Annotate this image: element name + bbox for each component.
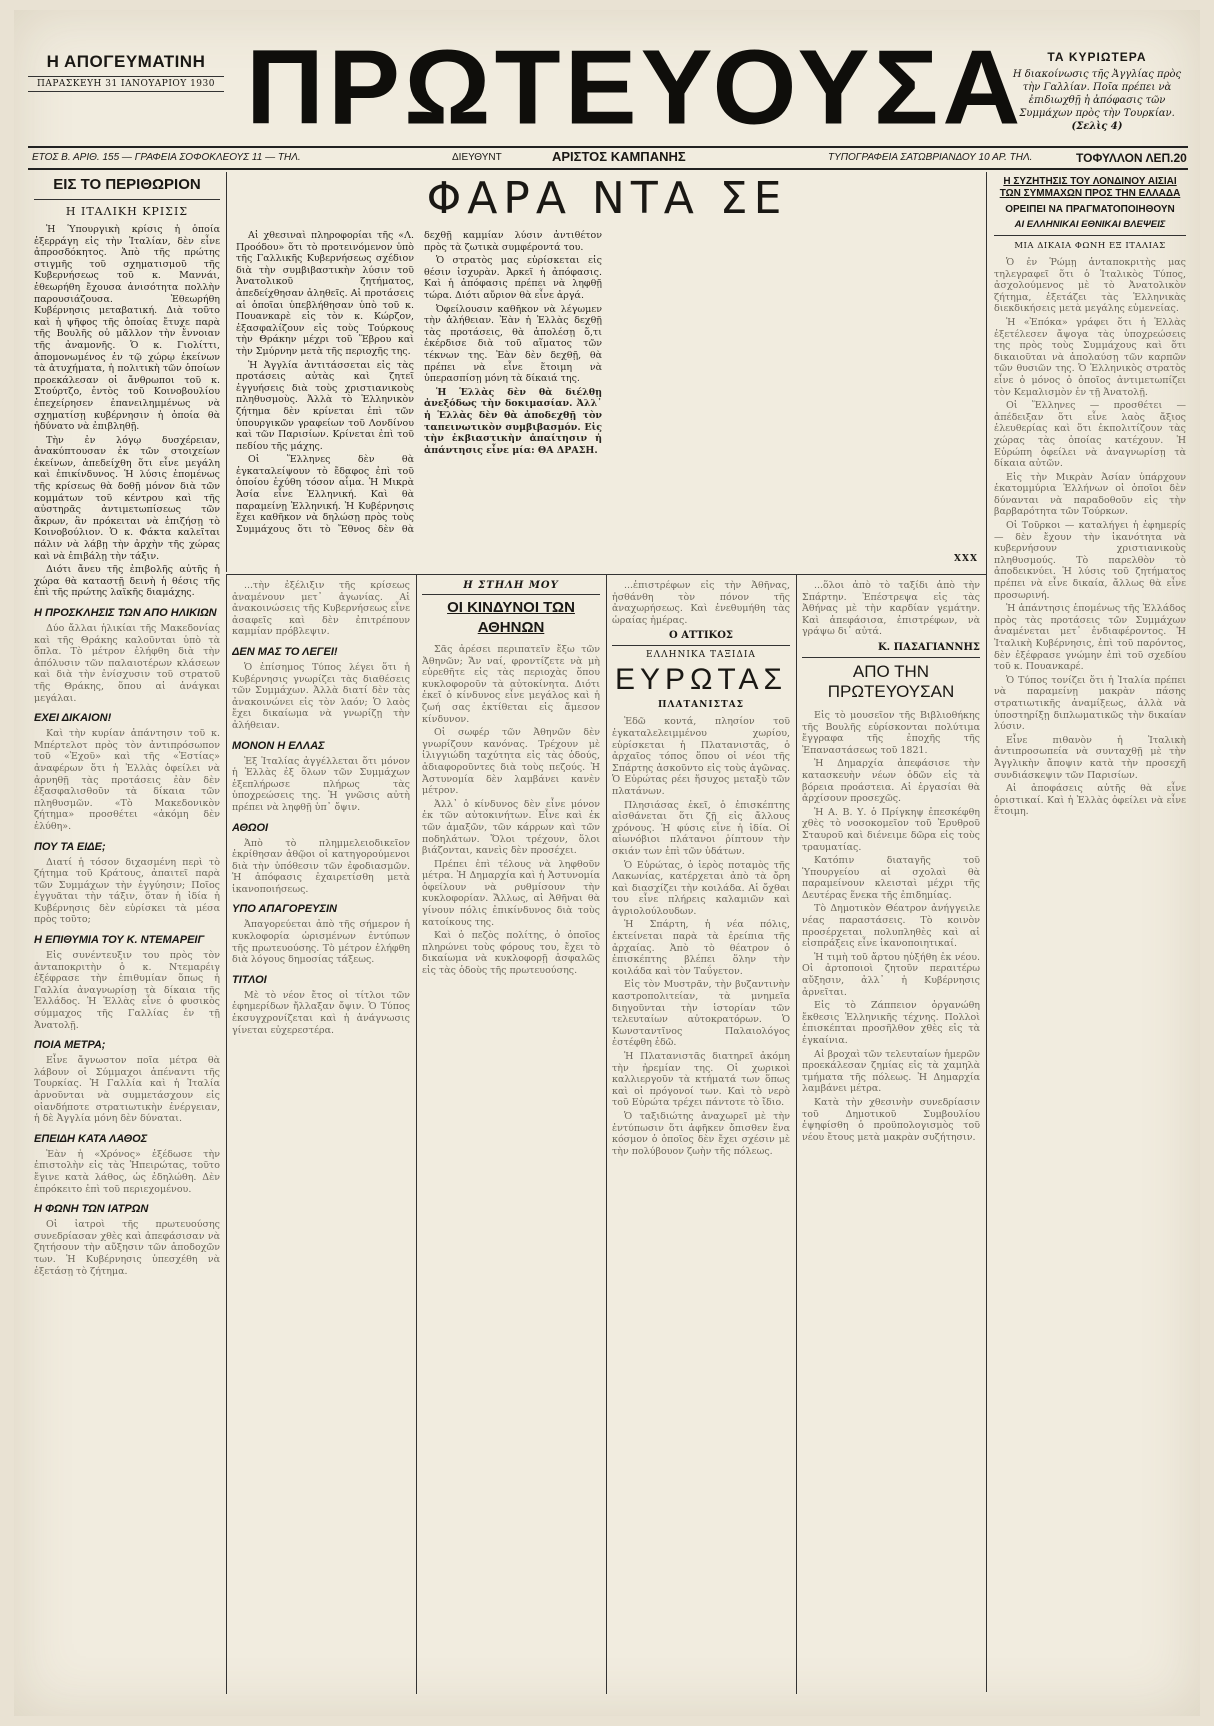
column-c-paragraph: Ἡ Πλατανιστᾶς διατηρεῖ ἀκόμη τὴν ἠρεμίαν της. Οἱ χωρικοὶ καλλιεργοῦν τὰ κτήματά των ὅπως καὶ οἱ πρόγονοί των. Καὶ τὸ νερὸ τοῦ Εὐρώτα τρέχει πάντοτε τὸ ἴδιο. [612, 1051, 790, 1109]
right-head-3: ΑΙ ΕΛΛΗΝΙΚΑΙ ΕΘΝΙΚΑΙ ΒΛΕΨΕΙΣ [1014, 219, 1166, 230]
column-d-paragraph: Τὸ Δημοτικὸν Θέατρον ἀνήγγειλε νέας παραστάσεις. Τὸ κοινὸν προσέρχεται πολυπληθὲς καὶ αἱ εἰσπράξεις εἶνε ἱκανοποιητικαί. [802, 903, 980, 950]
column-d-lead: ...ὅλοι ἀπὸ τὸ ταξίδι ἀπὸ τὴν Σπάρτην. Ἐπέστρεψα εἰς τὰς Ἀθήνας μὲ τὴν καρδίαν γεμάτην. Καὶ ἀπεφάσισα, ἐπιστρέφων, νὰ γράψω δι᾽ αὐτά. [802, 580, 980, 638]
right-paragraph: Αἱ ἀποφάσεις αὐτῆς θὰ εἶνε ὁριστικαί. Καὶ ἡ Ἑλλὰς ὀφείλει νὰ εἶνε ἕτοιμη. [994, 783, 1186, 818]
left-section-text: Δύο ἄλλαι ἡλικίαι τῆς Μακεδονίας καὶ τῆς Θράκης καλοῦνται ὑπὸ τὰ ὅπλα. Τὸ μέτρον ἐλήφθη διὰ τὴν ἀπόλυσιν τῶν παλαιοτέρων κλάσεων καὶ διὰ τὴν ἐνίσχυσιν τοῦ στρατοῦ τῆς Θράκης, ὅπου αἱ ἀνάγκαι μεγάλαι. [34, 623, 220, 704]
column-c-author: Ο ΑΤΤΙΚΟΣ [669, 630, 733, 642]
right-paragraph: Ὁ ἐν Ῥώμῃ ἀνταποκριτὴς μας τηλεγραφεῖ ὅτι ὁ Ἰταλικὸς Τύπος, ἀσχολούμενος μὲ τὸ Ἀνατολικὸν ζήτημα, ἐξετάζει τὰς Ἑλληνικὰς διεκδικήσεις μετὰ μεγάλης εὐμενείας. [994, 257, 1186, 315]
column-a-text: Ὁ ἐπίσημος Τύπος λέγει ὅτι ἡ Κυβέρνησις γνωρίζει τὰς διαθέσεις τῶν Συμμάχων. Ἀλλὰ διατί δὲν τὰς ἀνακοινώνει εἰς τὸν λαόν; Ὁ λαὸς ἔχει δικαίωμα νὰ γνωρίζῃ τὴν ἀλήθειαν. [232, 661, 410, 731]
right-paragraph: Ἡ ἀπάντησις ἑπομένως τῆς Ἑλλάδος πρὸς τὰς προτάσεις τῶν Συμμάχων ἀναμένεται μετ᾽ ἐνδιαφέροντος. Ἡ Ἰταλικὴ Κυβέρνησις, ἐπὶ τοῦ παρόντος, δὲν ἐξέφρασε γνώμην ἐπὶ τοῦ σχεδίου τοῦ κ. Πουανκαρέ. [994, 603, 1186, 673]
column-rule [416, 574, 417, 1694]
column-b-paragraph: Πρέπει ἐπὶ τέλους νὰ ληφθοῦν μέτρα. Ἡ Δημαρχία καὶ ἡ Ἀστυνομία ὀφείλουν νὰ ρυθμίσουν τὴν κυκλοφορίαν. Ἄλλως, αἱ Ἀθῆναι θὰ γίνουν πόλις ἐπικίνδυνος διὰ τοὺς κατοίκους της. [422, 858, 600, 928]
column-a-text: Μὲ τὸ νέον ἔτος οἱ τίτλοι τῶν ἐφημερίδων ἤλλαξαν ὄψιν. Ὁ Τύπος ἐκσυγχρονίζεται καὶ ἡ ἀνάγνωσις γίνεται εὐχερεστέρα. [232, 989, 410, 1036]
column-d-paragraph: Εἰς τὸ μουσεῖον τῆς Βιβλιοθήκης τῆς Βουλῆς εὑρίσκονται πολύτιμα ἔγγραφα τῆς ἐποχῆς τῆς Ἐπαναστάσεως τοῦ 1821. [802, 709, 980, 756]
left-section-text: Εἶνε ἄγνωστον ποῖα μέτρα θὰ λάβουν οἱ Σύμμαχοι ἀπέναντι τῆς Τουρκίας. Ἡ Γαλλία καὶ ἡ Ἰταλία ἀρνοῦνται νὰ συμμετάσχουν εἰς οἱανδήποτε στρατιωτικὴν ἐνέργειαν, ἡ δὲ Ἀγγλία μόνη δὲν δύναται. [34, 1055, 220, 1125]
main-paragraph: Ἡ Ἑλλὰς δὲν θὰ διέλθῃ ἀνεξόδως τὴν δοκιμασίαν. Ἀλλ᾽ ἡ Ἑλλὰς δὲν θὰ ἀποδεχθῇ τὸν ταπεινωτικὸν συμβιβασμόν. Εἰς τὴν ἐκβιαστικὴν ἀπαίτησιν ἡ ἀπάντησις εἶνε μία: ΘΑ ΔΡΑΣΗ. [424, 386, 602, 456]
left-section-head: Η ΠΡΟΣΚΛΗΣΙΣ ΤΩΝ ΑΠΟ ΗΛΙΚΙΩΝ [34, 607, 217, 619]
column-b-paragraph: Σᾶς ἀρέσει περιπατεῖν ἔξω τῶν Ἀθηνῶν; Ἄν ναί, φροντίζετε νὰ μὴ εὑρεθῆτε εἰς τὰς περιοχὰς ὅπου κυκλοφοροῦν τὰ αὐτοκίνητα. Διότι ἐκεῖ ὁ κίνδυνος εἶνε μεγάλος καὶ ἡ ζωή σας ἐκτίθεται εἰς ἄμεσον κίνδυνον. [422, 644, 600, 725]
left-section-text: Καὶ τὴν κυρίαν ἀπάντησιν τοῦ κ. Μπέρτελοτ πρὸς τὸν ἀντιπρόσωπον τοῦ «Ἐχοῦ» καὶ τῆς «Ἐστίας» ἀναφέρων ὅτι ἡ Ἑλλὰς ὀφείλει νὰ ἀρνηθῇ τὰς προτάσεις ἐὰν δὲν ἐξασφαλισθοῦν τὰ δίκαια τῶν πληθυσμῶν. «Τὸ Μακεδονικὸν ζήτημα» προσθέτει «ἀκόμη δὲν ἐλύθη». [34, 728, 220, 832]
right-paragraph: Εἰς τὴν Μικρὰν Ἀσίαν ὑπάρχουν ἐκατομμύρια Ἑλλήνων οἱ ὁποῖοι δὲν δύνανται νὰ παραδοθοῦν εἰς τὴν βαρβαρότητα τῶν Τούρκων. [994, 471, 1186, 518]
column-b-title: ΟΙ ΚΙΝΔΥΝΟΙ ΤΩΝ ΑΘΗΝΩΝ [447, 599, 575, 636]
column-a-head: ΑΘΩΟΙ [232, 821, 269, 834]
divider [422, 594, 600, 595]
info-bar [28, 146, 1188, 170]
column-d-paragraph: Αἱ βροχαὶ τῶν τελευταίων ἡμερῶν προεκάλεσαν ζημίας εἰς τὰ χαμηλὰ τμήματα τῆς πόλεως. Ἡ Δημαρχία λαμβάνει μέτρα. [802, 1048, 980, 1095]
column-c-subtitle: ΠΛΑΤΑΝΙΣΤΑΣ [658, 700, 744, 711]
right-paragraph: Ὁ Τύπος τονίζει ὅτι ἡ Ἰταλία πρέπει νὰ παραμείνῃ μακρὰν πάσης στρατιωτικῆς ἀναμίξεως, ἀλλὰ νὰ ὑποστηρίξῃ διπλωματικῶς τὴν δικαίαν λύσιν. [994, 674, 1186, 733]
left-paragraph: Ἡ Ὑπουργικὴ κρίσις ἡ ὁποία ἐξερράγη εἰς τὴν Ἰταλίαν, δὲν εἶνε ἀπροσδόκητος. Ἀπὸ τῆς πρώτης στιγμῆς τοῦ σχηματισμοῦ τῆς Κυβερνήσεως τοῦ κ. Μαννάι, ἐθεωρήθη ἔχουσα ἀνισότητα πολλὴν παρουσιάζουσα. Ἐθεωρήθη Κυβέρνησις μεταβατική. Διὰ τοῦτο καὶ ἡ ψῆφος τῆς ὁποίας ἔτυχε παρὰ τῆς Βουλῆς οὐ μᾶλλον τὴν ἔννοιαν τῆς ἀναμονῆς. Ὁ κ. Γιολίττι, ἀπομονωμένος ἐν τῷ χώρῳ ἐκείνων τὰ ἀτυχήματα, ἡ πολιτικὴ τῶν ὁποίων προεκάλεσαν οἱ ἄνθρωποι τοῦ κ. Στούρτζο, ἐντὸς τοῦ Κοινοβουλίου ἐπεχείρησεν ἐπανειλημμένως νὰ σχηματίσῃ κυβέρνησιν ἡ ὁποία θὰ ἠδύνατο νὰ ἐπιβληθῇ. [34, 224, 220, 433]
main-paragraph: Ὁ στρατὸς μας εὑρίσκεται εἰς θέσιν ἰσχυρὰν. Ἀρκεῖ ἡ ἀπόφασις. Καὶ ἡ ἀπόφασις πρέπει νὰ ληφθῇ τώρα. Διότι αὔριον θὰ εἶνε ἀργά. [424, 255, 602, 301]
column-a-head: ΥΠΟ ΑΠΑΓΟΡΕΥΣΙΝ [232, 903, 337, 916]
column-c-paragraph: Ὁ Εὐρώτας, ὁ ἱερὸς ποταμὸς τῆς Λακωνίας, κατέρχεται ἀπὸ τὰ ὄρη καὶ διασχίζει τὴν κοιλάδα. Αἱ ὄχθαι του εἶνε πλήρεις καλαμιῶν καὶ ἀγριολούλουδων. [612, 859, 790, 917]
column-c-paragraph: Ἐδῶ κοντά, πλησίον τοῦ ἐγκαταλελειμμένου χωρίου, εὑρίσκεται ἡ Πλατανιστᾶς, ὁ ἀρχαῖος τόπος ὅπου οἱ νέοι τῆς Σπάρτης ἀσκοῦντο εἰς τοὺς ἀγῶνας. Ὁ Εὐρώτας ρέει ἥσυχος μεταξὺ τῶν πλατάνων. [612, 716, 790, 797]
left-section-head: ΠΟΙΑ ΜΕΤΡΑ; [34, 1039, 106, 1052]
right-paragraph: Ἡ «Ἐπόκα» γράφει ὅτι ἡ Ἑλλὰς ἐξετέλεσεν ἄψογα τὰς ὑποχρεώσεις της πρὸς τοὺς Συμμάχους καὶ ὅτι δικαιοῦται νὰ ἀπολαύσῃ τῶν καρπῶν τῶν θυσιῶν της. Ὁ Ἑλληνικὸς στρατὸς εἶνε ὁ μόνος ὁ ὁποῖος ἀντιμετωπίζει τὸν Κεμαλισμὸν ἐν τῇ Ἀνατολῇ. [994, 316, 1186, 398]
column-rule [986, 172, 987, 1692]
main-paragraph: Οἱ Ἕλληνες δὲν θὰ ἐγκαταλείψουν τὸ ἔδαφος ἐπὶ τοῦ ὁποίου ἐχύθη τόσον αἷμα. Ἡ Μικρὰ Ἀσία εἶνε Ἑλληνική. Καὶ θὰ παραμείνῃ Ἑλληνική. Ἡ Κυβέρνησις ἔχει καθῆκον νὰ δηλώσῃ πρὸς τοὺς Συμμάχους ὅτι τὸ Ἔθνος δὲν θὰ δεχθῇ καμμίαν λύσιν ἀντιθέτον πρὸς τὰ ζωτικὰ συμφέροντά του. [236, 230, 602, 535]
column-a-text: Ἀπαγορεύεται ἀπὸ τῆς σήμερον ἡ κυκλοφορία ὡρισμένων ἐντύπων τῆς πρωτευούσης. Τὸ μέτρον ἐλήφθη διὰ λόγους δημοσίας τάξεως. [232, 919, 410, 966]
left-section-text: Διατί ἡ τόσον διχασμένη περὶ τὸ ζήτημα τοῦ Κράτους, ἀπαιτεῖ παρὰ τῶν Συμμάχων τὴν ἐγγύησιν; Ποῖος ἐγγυᾶται τὴν τάξιν, ὅταν ἡ ἰδία ἡ Κυβέρνησις δὲν εὑρίσκει τὰ μέσα πρὸς τοῦτο; [34, 856, 220, 926]
column-a-head: ΜΟΝΟΝ Η ΕΛΛΑΣ [232, 739, 325, 752]
column-c-kicker: ΕΛΛΗΝΙΚΑ ΤΑΞΙΔΙΑ [646, 650, 756, 661]
top-news-body: Η διακοίνωσις τῆς Ἀγγλίας πρὸς τὴν Γαλλίαν. Ποῖα πρέπει νὰ ἐπιδιωχθῇ ἡ ἀπόφασις τῶν Συμμάχων πρὸς τὴν Τουρκίαν. [1012, 69, 1182, 119]
left-section-head: Η ΕΠΙΘΥΜΙΑ ΤΟΥ Κ. ΝΤΕΜΑΡΕΙΓ [34, 934, 205, 947]
top-news-box [1004, 50, 1190, 133]
column-a-head: ΔΕΝ ΜΑΣ ΤΟ ΛΕΓΕΙ! [232, 645, 338, 658]
divider [34, 199, 220, 200]
main-paragraph: Ὀφείλουσιν καθῆκον νὰ λέγωμεν τὴν ἀλήθειαν. Ἐὰν ἡ Ἑλλὰς δεχθῇ τὰς προτάσεις, θὰ ἀπολέσῃ ὅ,τι ἐκέρδισε διὰ τοῦ αἵματος τῶν τέκνων της. Ἐὰν δὲν δεχθῇ, θὰ πρέπει νὰ εἶνε ἕτοιμη νὰ ὑπερασπίσῃ μόνη τὰ δίκαιά της. [424, 303, 602, 385]
right-head-4: ΜΙΑ ΔΙΚΑΙΑ ΦΩΝΗ ΕΞ ΙΤΑΛΙΑΣ [1014, 241, 1166, 251]
top-news-ref: (Σελὶς 4) [1071, 121, 1123, 132]
main-headline: ΦΑΡΑ ΝΤΑ ΣΕ [426, 174, 788, 224]
column-c-lead: ...ἐπιστρέφων εἰς τὴν Ἀθῆνας, ἠσθάνθη τὸν πόνον τῆς ἀναχωρήσεως. Καὶ ἐνεθυμήθη τὰς ὡραίας ἡμέρας. [612, 580, 790, 626]
column-d-author: Κ. ΠΑΣΑΓΙΑΝΝΗΣ [877, 641, 980, 653]
column-a-text: Ἀπὸ τὸ πλημμελειοδικεῖον ἐκρίθησαν ἀθῷοι οἱ κατηγορούμενοι διὰ τὴν ὑπόθεσιν τῶν ἐφοδιασμῶν. Ἡ ἀπόφασις ἐχαιρετίσθη μετὰ ἱκανοποιήσεως. [232, 837, 410, 895]
bottom-column-c [612, 580, 790, 1690]
bottom-column-b [422, 580, 600, 1690]
right-head-1: Η ΣΥΖΗΤΗΣΙΣ ΤΟΥ ΛΟΝΔΙΝΟΥ ΑΙΣΙΑΙ ΤΩΝ ΣΥΜΜΑΧΩΝ ΠΡΟΣ ΤΗΝ ΕΛΛΑΔΑ [999, 176, 1181, 199]
right-paragraph: Οἱ Ἕλληνες — προσθέτει — ἀπέδειξαν ὅτι εἶνε λαὸς ἄξιος ἐλευθερίας καὶ ὅτι ἐκπολιτίζουν τὰς χώρας τὰς ὁποίας κατέχουν. Ἡ Εὐρώπη ὀφείλει νὰ ἀναγνωρίσῃ τὰ δίκαια αὐτῶν. [994, 400, 1186, 470]
left-section-text: Ἐὰν ἡ «Χρόνος» ἐξέδωσε τὴν ἐπιστολὴν εἰς τὰς Ἡπειρώτας, τοῦτο ἔγινε κατὰ λάθος, ὡς ἐδηλώθη. Δὲν ἐπρόκειτο ἐπὶ τοῦ περιεχομένου. [34, 1148, 220, 1195]
left-column-subtitle: Η ΙΤΑΛΙΚΗ ΚΡΙΣΙΣ [65, 205, 189, 218]
right-column [994, 176, 1186, 1690]
column-c-paragraph: Ἡ Σπάρτη, ἡ νέα πόλις, ἐκτείνεται παρὰ τὰ ἐρείπια τῆς ἀρχαίας. Ἀπὸ τὸ θέατρον ὁ ἐπισκέπτης βλέπει ὅλην τὴν κοιλάδα καὶ τὸν Ταΰγετον. [612, 919, 790, 977]
column-d-paragraph: Εἰς τὸ Ζάππειον ὀργανώθη ἔκθεσις Ἑλληνικῆς τέχνης. Πολλοὶ ἐπισκέπται προσῆλθον χθὲς εἰς τὰ ἐγκαίνια. [802, 1000, 980, 1046]
column-b-paragraph: Καὶ ὁ πεζὸς πολίτης, ὁ ὁποῖος πληρώνει τοὺς φόρους του, ἔχει τὸ δικαίωμα νὰ κυκλοφορῇ ἀσφαλῶς εἰς τὰς ὁδοὺς τῆς πρωτευούσης. [422, 930, 600, 977]
bottom-column-a [232, 580, 410, 1690]
left-section-head: Η ΦΩΝΗ ΤΩΝ ΙΑΤΡΩΝ [34, 1203, 149, 1216]
column-d-paragraph: Ἡ Α. Β. Υ. ὁ Πρίγκηψ ἐπεσκέφθη χθὲς τὸ νοσοκομεῖον τοῦ Ἐρυθροῦ Σταυροῦ καὶ διένειμε δῶρα εἰς τοὺς τραυματίας. [802, 806, 980, 853]
column-a-text: ...τὴν ἐξέλιξιν τῆς κρίσεως ἀναμένουν μετ᾽ ἀγωνίας. Αἱ ἀνακοινώσεις τῆς Κυβερνήσεως εἶνε ἀσαφεῖς καὶ δὲν ἐπιτρέπουν καμμίαν πρόβλεψιν. [232, 580, 410, 638]
divider [612, 645, 790, 646]
left-column [34, 176, 220, 1690]
top-news-heading: ΤΑ ΚΥΡΙΩΤΕΡΑ [1047, 50, 1147, 64]
column-b-paragraph: Ἀλλ᾽ ὁ κίνδυνος δὲν εἶνε μόνον ἐκ τῶν αὐτοκινήτων. Εἶνε καὶ ἐκ τῶν ἁμαξῶν, τῶν κάρρων καὶ τῶν ποδηλάτων. Ὅλοι τρέχουν, ὅλοι βιάζονται, κανεὶς δὲν προσέχει. [422, 798, 600, 857]
column-d-paragraph: Κατὰ τὴν χθεσινὴν συνεδρίασιν τοῦ Δημοτικοῦ Συμβουλίου ἐψηφίσθη ὁ προϋπολογισμὸς τοῦ νέου ἔτους μετὰ μακρὰν συζήτησιν. [802, 1096, 980, 1143]
left-section-text: Εἰς συνέντευξιν του πρὸς τὸν ἀνταποκριτὴν ὁ κ. Ντεμαρέιγ ἐξέφρασε τὴν ἐπιθυμίαν ὅπως ἡ Γαλλία ἀναγνωρίσῃ τὰ δίκαια τῆς Ἑλλάδος. Ἡ Ἑλλὰς εἶνε ὁ φυσικὸς σύμμαχος τῆς Γαλλίας ἐν τῇ Ἀνατολῇ. [34, 950, 220, 1031]
editor-name: ΑΡΙΣΤΟΣ ΚΑΜΠΑΝΗΣ [552, 149, 686, 164]
column-b-paragraph: Οἱ σωφέρ τῶν Ἀθηνῶν δὲν γνωρίζουν κανόνας. Τρέχουν μὲ ἰλιγγιώδη ταχύτητα εἰς τὰς ὁδούς, ἀδιαφοροῦντες διὰ τοὺς πεζούς. Ἡ Ἀστυνομία δὲν λαμβάνει κανὲν μέτρον. [422, 727, 600, 797]
column-rule [796, 574, 797, 1694]
column-rule [226, 172, 227, 572]
column-a-head: ΤΙΤΛΟΙ [232, 973, 267, 986]
main-signature: XXX [954, 554, 978, 564]
column-rule [606, 574, 607, 1694]
column-b-kicker: Η ΣΤΗΛΗ ΜΟΥ [463, 580, 559, 591]
left-section-head: ΕΧΕΙ ΔΙΚΑΙΟΝ! [34, 712, 112, 725]
main-paragraph: Αἱ χθεσιναὶ πληροφορίαι τῆς «Λ. Προόδου» ὅτι τὸ προτεινόμενον ὑπὸ τῆς Γαλλικῆς Κυβερνήσεως σχέδιον διὰ τὴν συμβιβαστικὴν λύσιν τοῦ Ἀνατολικοῦ ζητήματος, ἀπεδείχθησαν ἀληθεῖς. Αἱ προτάσεις αἱ ὁποῖαι ὑπεβλήθησαν ὑπὸ τοῦ κ. Πουανκαρὲ εἰς τὸν κ. Κώρζον, ἐξασφαλίζουν εἰς τοὺς Τούρκους τὴν Θράκην μέχρι τοῦ Ἕβρου καὶ τὴν Σμύρνην μετὰ τῆς περιοχῆς της. [236, 230, 414, 357]
column-a-text: Ἐξ Ἰταλίας ἀγγέλλεται ὅτι μόνον ἡ Ἑλλὰς ἐξ ὅλων τῶν Συμμάχων ἐξεπλήρωσε πλήρως τὰς ὑποχρεώσεις της. Ἡ γνῶσις αὐτὴ πρέπει νὰ ληφθῇ ὑπ᾽ ὄψιν. [232, 755, 410, 813]
left-section-head: ΠΟΥ ΤΑ ΕΙΔΕ; [34, 840, 106, 853]
column-c-paragraph: Ὁ ταξιδιώτης ἀναχωρεῖ μὲ τὴν ἐντύπωσιν ὅτι ἀφῆκεν ὄπισθεν ἕνα κόσμον ὁ ὁποῖος δὲν ἔχει σχέσιν μὲ τὴν πολύβουον ζωὴν τῆς πόλεως. [612, 1110, 790, 1157]
masthead-title: ΠΡΩΤΕΥΟΥΣΑ [246, 27, 1025, 146]
column-d-title: ΑΠΟ ΤΗΝ ΠΡΩΤΕΥΟΥΣΑΝ [827, 661, 955, 701]
left-section-text: Οἱ ἰατροὶ τῆς πρωτευούσης συνεδρίασαν χθὲς καὶ ἀπεφάσισαν νὰ ζητήσουν τὴν αὔξησιν τῶν ἀποδοχῶν των. Ἡ Κυβέρνησις ὑπεσχέθη νὰ ἐξετάσῃ τὸ ζήτημα. [34, 1219, 220, 1277]
left-paragraph: Τὴν ἐν λόγῳ δυσχέρειαν, ἀνακύπτουσαν ἐκ τῶν στοιχείων ἐκείνων, ἀπεδείχθη ὅτι εἶνε μεγάλη καὶ ἐπικίνδυνος. Ἡ λύσις ἑπομένως τῆς κρίσεως θὰ δοθῇ μόνον διὰ τῶν κομμάτων τοῦ κέντρου καὶ τῆς αὐστηρᾶς ἀντιμετωπίσεως τῶν ἄκρων, ἂν πρόκειται νὰ ἐπιζήσῃ τὸ Κοινοβούλιον. Ὁ κ. Φάκτα καλεῖται πάλιν νὰ λάβῃ τὴν ἀρχὴν τῆς χώρας καὶ νὰ ἐπιβάλῃ τὴν τάξιν. [34, 434, 220, 562]
price: ΤΟΦΥΛΛΟΝ ΛΕΠ.20 [1076, 151, 1187, 165]
masthead-subtitle: Η ΑΠΟΓΕΥΜΑΤΙΝΗ [46, 52, 206, 71]
main-paragraph: Ἡ Ἀγγλία ἀντιτάσσεται εἰς τὰς προτάσεις αὐτὰς καὶ ζητεῖ ἐγγυήσεις διὰ τοὺς χριστιανικοὺς πληθυσμοὺς. Ἀλλὰ τὸ Ἑλληνικὸν ζήτημα δὲν κρίνεται ἐπὶ τῶν ὑπουργικῶν γραφείων τοῦ Λονδίνου καὶ τῶν Παρισίων. Κρίνεται ἐπὶ τοῦ πεδίου τῆς μάχης. [236, 359, 414, 452]
left-section-head: ΕΠΕΙΔΗ ΚΑΤΑ ΛΑΘΟΣ [34, 1132, 148, 1145]
column-d-paragraph: Ἡ τιμὴ τοῦ ἄρτου ηὐξήθη ἐκ νέου. Οἱ ἀρτοποιοὶ ζητοῦν περαιτέρω αὔξησιν, ἀλλ᾽ ἡ Κυβέρνησις ἀρνεῖται. [802, 951, 980, 998]
column-c-paragraph: Πλησιάσας ἐκεῖ, ὁ ἐπισκέπτης αἰσθάνεται ὅτι ζῇ εἰς ἄλλους χρόνους. Ἡ φύσις εἶνε ἡ ἰδία. Οἱ αἰωνόβιοι πλάτανοι ῥίπτουν τὴν σκιάν των ἐπὶ τῶν ὑδάτων. [612, 799, 790, 857]
right-paragraph: Εἶνε πιθανὸν ἡ Ἰταλικὴ ἀντιπροσωπεία νὰ συνταχθῇ μὲ τὴν Ἀγγλικὴν ἄποψιν κατὰ τὴν προσεχῆ συνδιάσκεψιν τῶν Παρισίων. [994, 734, 1186, 781]
masthead-date: ΠΑΡΑΣΚΕΥΗ 31 ΙΑΝΟΥΑΡΙΟΥ 1930 [28, 76, 224, 92]
divider [802, 657, 980, 658]
year-issue: ΕΤΟΣ Β. ΑΡΙΘ. 155 — ΓΡΑΦΕΙΑ ΣΟΦΟΚΛΕΟΥΣ 11 — ΤΗΛ. [32, 152, 301, 163]
right-head-2: ΟΡΕΙΠΕΙ ΝΑ ΠΡΑΓΜΑΤΟΠΟΙΗΘΟΥΝ [1005, 204, 1175, 215]
top-news-text [1004, 68, 1190, 133]
main-article [236, 174, 978, 570]
printing-info: ΤΥΠΟΓΡΑΦΕΙΑ ΣΑΤΩΒΡΙΑΝΔΟΥ 10 ΑΡ. ΤΗΛ. [828, 152, 1033, 163]
masthead-left [28, 52, 224, 92]
column-d-paragraph: Κατόπιν διαταγῆς τοῦ Ὑπουργείου αἱ σχολαὶ θὰ παραμείνουν κλεισταὶ μέχρι τῆς Δευτέρας ἕνεκα τῆς ἐπιδημίας. [802, 855, 980, 901]
column-rule [226, 574, 227, 1694]
column-d-paragraph: Ἡ Δημαρχία ἀπεφάσισε τὴν κατασκευὴν νέων ὁδῶν εἰς τὰ βόρεια προάστεια. Αἱ ἐργασίαι θὰ ἀρχίσουν προσεχῶς. [802, 758, 980, 805]
left-column-title: ΕΙΣ ΤΟ ΠΕΡΙΘΩΡΙΟΝ [53, 176, 201, 193]
main-article-body [236, 230, 978, 550]
right-paragraph: Οἱ Τοῦρκοι — καταλήγει ἡ ἐφημερίς — δὲν ἔχουν τὴν ἱκανότητα νὰ κυβερνήσουν χριστιανικοὺς πληθυσμούς. Τὸ παρελθὸν τὸ ἀποδεικνύει. Ἡ λύσις τοῦ ζητήματος πρέπει νὰ εἶνε δικαία, ἄλλως θὰ εἶνε προσωρινή. [994, 520, 1186, 601]
director-label: ΔΙΕΥΘΥΝΤ [452, 152, 502, 163]
column-c-paragraph: Εἰς τὸν Μυστρᾶν, τὴν βυζαντινὴν καστροπολιτείαν, τὰ μνημεῖα διηγοῦνται τὴν ἱστορίαν τῶν τελευταίων αὐτοκρατόρων. Ὁ Κωνσταντῖνος Παλαιολόγος ἐστέφθη ἐδῶ. [612, 979, 790, 1049]
divider [994, 235, 1186, 236]
left-paragraph: Διότι ἄνευ τῆς ἐπιβολῆς αὐτῆς ἡ χώρα θὰ καταστῇ δεινὴ ἡ θέσις τῆς ἐπὶ τῆς πρώτης λαϊκῆς διαμάχης. [34, 564, 220, 599]
column-c-title: ΕΥΡΩΤΑΣ [614, 663, 788, 697]
bottom-column-d [802, 580, 980, 1690]
